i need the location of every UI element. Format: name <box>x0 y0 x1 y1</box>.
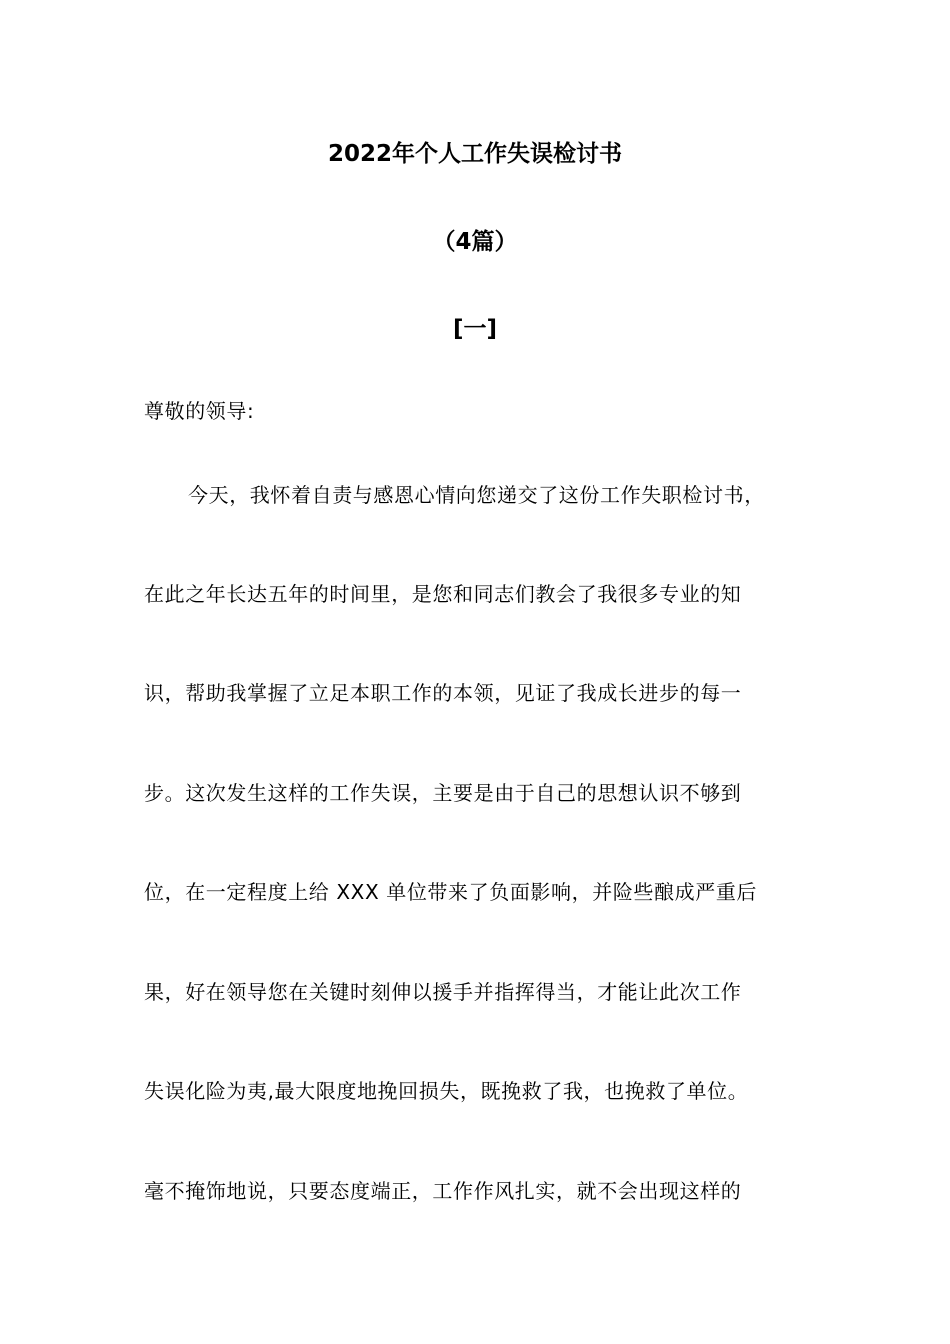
body-line: 今天，我怀着自责与感恩心情向您递交了这份工作失职检讨书， <box>188 483 765 507</box>
document-subtitle: （4篇） <box>432 229 518 255</box>
body-line: 在此之年长达五年的时间里，是您和同志们教会了我很多专业的知 <box>144 582 742 606</box>
document-title: 2022年个人工作失误检讨书 <box>327 141 622 167</box>
body-line: 识，帮助我掌握了立足本职工作的本领，见证了我成长进步的每一 <box>144 681 742 705</box>
body-line: 毫不掩饰地说，只要态度端正，工作作风扎实，就不会出现这样的 <box>144 1179 742 1203</box>
body-line: 位，在一定程度上给 XXX 单位带来了负面影响，并险些酿成严重后 <box>144 880 758 904</box>
body-line: 步。这次发生这样的工作失误，主要是由于自己的思想认识不够到 <box>144 781 742 805</box>
body-line: 失误化险为夷,最大限度地挽回损失，既挽救了我，也挽救了单位。 <box>144 1079 749 1103</box>
body-line: 果，好在领导您在关键时刻伸以援手并指挥得当，才能让此次工作 <box>144 980 742 1004</box>
salutation: 尊敬的领导: <box>144 399 255 423</box>
section-label: [一] <box>452 316 498 342</box>
